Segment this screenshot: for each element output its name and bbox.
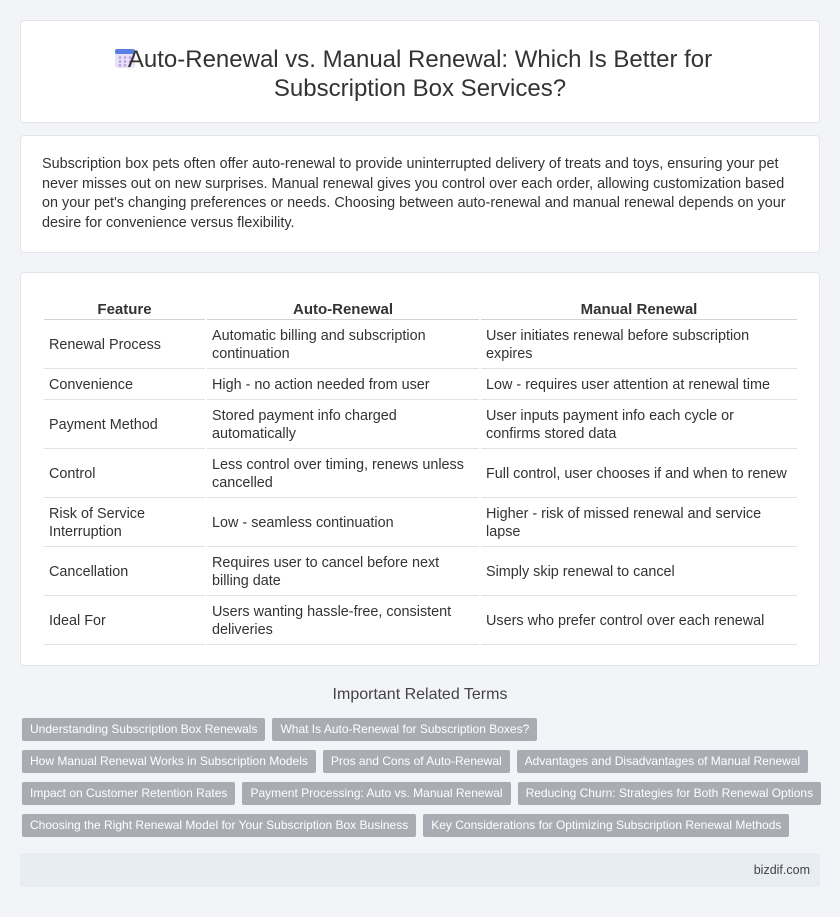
related-term-tag[interactable]: Understanding Subscription Box Renewals [22, 718, 265, 741]
table-cell: Higher - risk of missed renewal and service lapse [481, 500, 797, 547]
related-term-tag[interactable]: Key Considerations for Optimizing Subscription Renewal Methods [423, 814, 789, 837]
table-cell: User inputs payment info each cycle or confirms stored data [481, 402, 797, 449]
table-cell: Payment Method [44, 402, 205, 449]
related-term-tag[interactable]: Advantages and Disadvantages of Manual Renewal [517, 750, 809, 773]
table-cell: Convenience [44, 371, 205, 400]
table-header-row [44, 299, 797, 320]
table-cell: Ideal For [44, 598, 205, 645]
page-title-line-2: Subscription Box Services? [273, 75, 567, 102]
related-term-tag[interactable]: Reducing Churn: Strategies for Both Renewal Options [518, 782, 822, 805]
table-cell: Stored payment info charged automatically [207, 402, 479, 449]
comparison-table [42, 297, 799, 647]
footer-brand[interactable]: bizdif.com [753, 863, 810, 877]
related-term-tag[interactable]: How Manual Renewal Works in Subscription Models [22, 750, 316, 773]
footer [20, 853, 820, 887]
table-cell: Low - seamless continuation [207, 500, 479, 547]
related-term-tag[interactable]: Pros and Cons of Auto-Renewal [323, 750, 510, 773]
related-term-tag[interactable]: Payment Processing: Auto vs. Manual Renewal [242, 782, 510, 805]
intro-card [20, 135, 820, 253]
table-row [44, 500, 797, 547]
comparison-card [20, 272, 820, 666]
related-term-tag[interactable]: Impact on Customer Retention Rates [22, 782, 235, 805]
table-row [44, 371, 797, 400]
table-row [44, 451, 797, 498]
title-card [20, 20, 820, 123]
related-terms-list [22, 718, 822, 846]
related-terms-title: Important Related Terms [332, 686, 508, 703]
page-title-line-1: Auto-Renewal vs. Manual Renewal: Which Is Better for [127, 46, 713, 73]
intro-paragraph: Subscription box pets often offer auto-renewal to provide uninterrupted delivery of treats and toys, ensuring your pet never misses out on new surprises. Manual renewal gives you control over each order, allowing customization based on your pet's changing preferences or needs. Choosing between auto-renewal and manual renewal depends on your desire for convenience versus flexibility. [42, 156, 786, 231]
related-term-tag[interactable]: What Is Auto-Renewal for Subscription Boxes? [272, 718, 537, 741]
table-cell: Cancellation [44, 549, 205, 596]
table-row [44, 402, 797, 449]
table-cell: Simply skip renewal to cancel [481, 549, 797, 596]
table-cell: Less control over timing, renews unless cancelled [207, 451, 479, 498]
table-cell: Renewal Process [44, 322, 205, 369]
table-cell: Requires user to cancel before next billing date [207, 549, 479, 596]
header-feature: Feature [44, 299, 205, 320]
header-auto-renewal: Auto-Renewal [207, 299, 479, 320]
table-cell: User initiates renewal before subscription expires [481, 322, 797, 369]
table-row [44, 598, 797, 645]
table-cell: Automatic billing and subscription continuation [207, 322, 479, 369]
table-cell: Low - requires user attention at renewal time [481, 371, 797, 400]
table-cell: Full control, user chooses if and when to renew [481, 451, 797, 498]
table-cell: Users wanting hassle-free, consistent deliveries [207, 598, 479, 645]
table-cell: Users who prefer control over each renewal [481, 598, 797, 645]
table-cell: Risk of Service Interruption [44, 500, 205, 547]
table-row [44, 322, 797, 369]
table-cell: Control [44, 451, 205, 498]
table-row [44, 549, 797, 596]
table-cell: High - no action needed from user [207, 371, 479, 400]
page-title [21, 45, 819, 103]
related-term-tag[interactable]: Choosing the Right Renewal Model for Your Subscription Box Business [22, 814, 416, 837]
header-manual-renewal: Manual Renewal [481, 299, 797, 320]
